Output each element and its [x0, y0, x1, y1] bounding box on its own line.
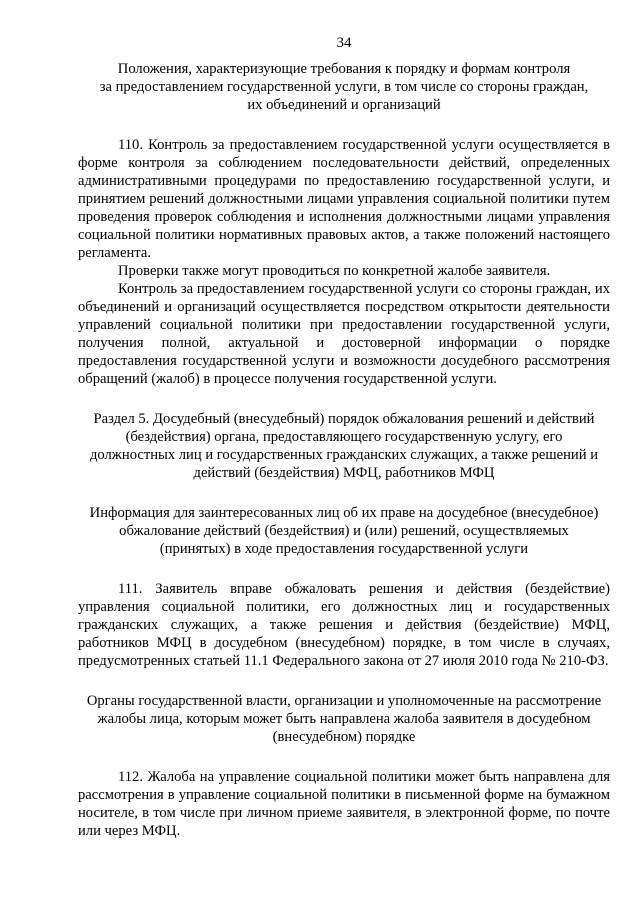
- heading-section-5: [78, 410, 610, 482]
- heading-authorities: [78, 692, 610, 746]
- paragraph-111: 111. Заявитель вправе обжаловать решения и действия (бездействие) управления социальной политики, его должностных лиц и государственных гражданских служащих, а также решения и действия (бездействие) МФЦ, работников МФЦ в досудебном (внесудебном) порядке, в том числе в случаях, предусмотренных статьей 11.1 Федерального закона от 27 июля 2010 года № 210-ФЗ.: [78, 581, 610, 669]
- paragraph-citizen-control: Контроль за предоставлением государственной услуги со стороны граждан, их объединений и организаций осуществляется посредством открытости деятельности управлений социальной политики при предоставлении государственной услуги, получения полной, актуальной и достоверной информации о порядке предоставления государственной услуги и возможности досудебного рассмотрения обращений (жалоб) в процессе получения государственной услуги.: [78, 281, 610, 387]
- heading-control-requirements: [78, 60, 610, 114]
- paragraph-110: 110. Контроль за предоставлением государственной услуги осуществляется в форме контроля за соблюдением последовательности действий, определенных административными процедурами по предоставлению государственной услуги, и принятием решений должностными лицами управления социальной политики путем проведения проверок соблюдения и исполнения должностными лицами управления социальной политики нормативных правовых актов, а также положений настоящего регламента.: [78, 137, 610, 261]
- paragraph-checks: Проверки также могут проводиться по конкретной жалобе заявителя.: [118, 263, 551, 279]
- page-number: 34: [336, 35, 352, 51]
- heading-line: обжалование действий (бездействия) и (или) решений, осуществляемых: [119, 523, 569, 539]
- paragraph-112: 112. Жалоба на управление социальной политики может быть направлена для рассмотрения в управление социальной политики в письменной форме на бумажном носителе, в том числе при личном приеме заявителя, в электронной форме, по почте или через МФЦ.: [78, 769, 610, 839]
- heading-line: Органы государственной власти, организации и уполномоченные на рассмотрение: [86, 693, 602, 709]
- heading-line: их объединений и организаций: [247, 97, 441, 113]
- heading-line: Информация для заинтересованных лиц об их праве на досудебное (внесудебное): [89, 505, 599, 521]
- document-page: [78, 34, 610, 840]
- heading-line: должностных лиц и государственных гражданских служащих, а также решений и: [89, 447, 599, 463]
- heading-line: Раздел 5. Досудебный (внесудебный) порядок обжалования решений и действий: [93, 411, 595, 427]
- heading-line: (внесудебном) порядке: [272, 729, 416, 745]
- heading-line: Положения, характеризующие требования к порядку и формам контроля: [117, 61, 571, 77]
- heading-line: действий (бездействия) МФЦ, работников МФЦ: [193, 465, 495, 481]
- heading-line: (принятых) в ходе предоставления государственной услуги: [159, 541, 529, 557]
- heading-line: (бездействия) органа, предоставляющего государственную услугу, его: [125, 429, 563, 445]
- heading-line: за предоставлением государственной услуги, в том числе со стороны граждан,: [99, 79, 589, 95]
- heading-line: жалобы лица, которым может быть направлена жалоба заявителя в досудебном: [97, 711, 591, 727]
- heading-information-rights: [78, 504, 610, 558]
